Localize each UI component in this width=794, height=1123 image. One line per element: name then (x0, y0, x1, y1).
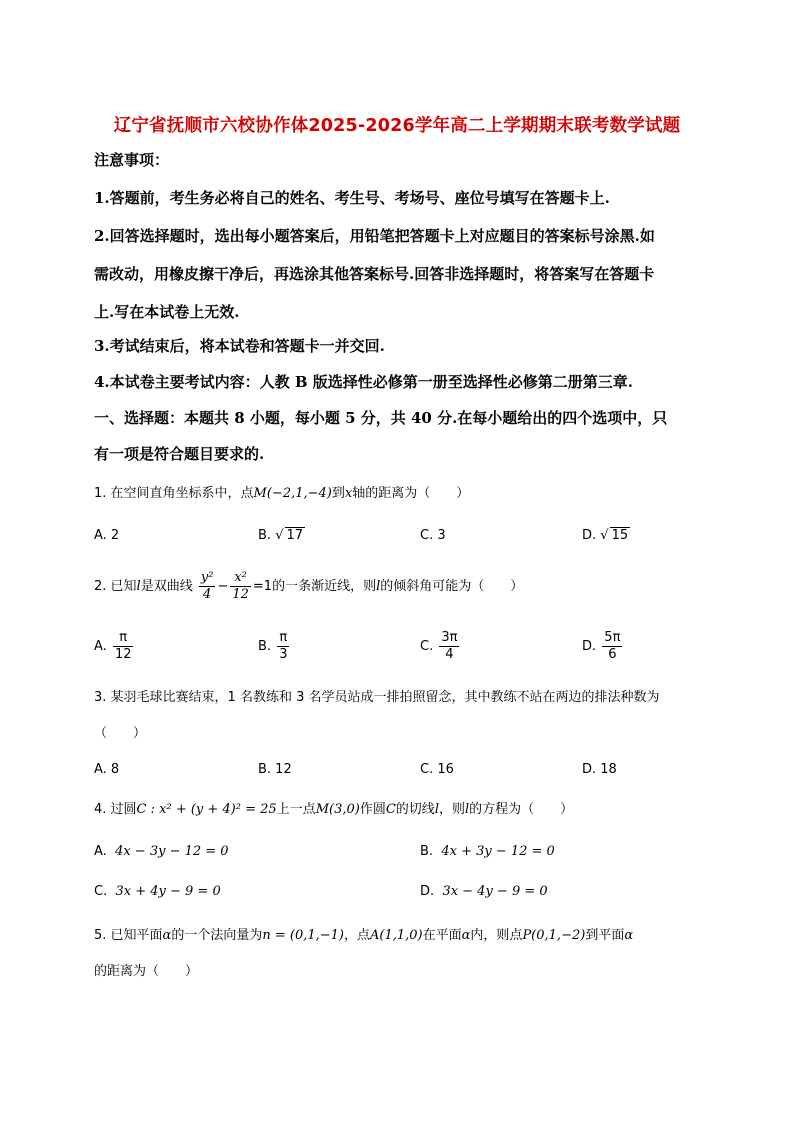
question-5-stem: 5. 已知平面α的一个法向量为n = (0,1,−1)，点A(1,1,0)在平面α内，则点P(0,1,−2)到平面α (94, 928, 634, 943)
q3-option-d: D. 18 (582, 762, 617, 777)
q4-option-a: A. 4x − 3y − 12 = 0 (94, 844, 229, 859)
q1-text-c: 轴的距离为（ ） (352, 486, 470, 501)
q1-text-a: 1. 在空间直角坐标系中，点 (94, 486, 254, 501)
q2-option-a: A. $\frac{\pi}{12}$ (94, 630, 132, 662)
q4-option-c: C. 3x + 4y − 9 = 0 (94, 884, 221, 899)
q1-option-c: C. 3 (420, 528, 446, 543)
q4-option-d: D. 3x − 4y − 9 = 0 (420, 884, 548, 899)
q3-option-b: B. 12 (258, 762, 292, 777)
q4-option-b: B. 4x + 3y − 12 = 0 (420, 844, 555, 859)
q2-option-b: B. $\frac{\pi}{3}$ (258, 630, 288, 662)
question-5-stem-cont: 的距离为（ ） (94, 964, 199, 979)
question-3-stem: 3. 某羽毛球比赛结束，1 名教练和 3 名学员站成一排拍照留念，其中教练不站在两边的排法种数为 (94, 690, 660, 705)
q2-fraction-2: $\frac{\text{x²}}{12}$ (232, 570, 249, 602)
q1-option-a: A. 2 (94, 528, 120, 543)
notice-item-2: 2.回答选择题时，选出每小题答案后，用铅笔把答题卡上对应题目的答案标号涂黑.如 (94, 227, 655, 245)
question-3-paren: （ ） (94, 726, 147, 741)
q1-text-b: 到 (331, 486, 345, 501)
q1-option-b: B. √ 17 (258, 528, 304, 543)
section-heading: 一、选择题：本题共 8 小题，每小题 5 分，共 40 分.在每小题给出的四个选项中，只 (94, 409, 668, 427)
q2-option-c: C. $\frac{3\pi}{4}$ (420, 630, 458, 662)
q1-option-d: D. √ 15 (582, 528, 629, 543)
question-2-stem: 2. 已知l是双曲线 $\frac{\text{y²}}{4}$ − $\frac{\text{x²}}{12}$ =1的一条渐近线，则l的倾斜角可能为（ ） (94, 570, 524, 602)
section-heading-cont: 有一项是符合题目要求的. (94, 445, 265, 463)
q3-option-a: A. 8 (94, 762, 120, 777)
notice-item-1: 1.答题前，考生务必将自己的姓名、考生号、考场号、座位号填写在答题卡上. (94, 189, 610, 207)
question-1-stem (94, 484, 469, 504)
notice-heading: 注意事项： (94, 151, 170, 169)
notice-item-2-cont: 需改动，用橡皮擦干净后，再选涂其他答案标号.回答非选择题时，将答案写在答题卡 (94, 265, 655, 283)
exam-title: 辽宁省抚顺市六校协作体2025-2026学年高二上学期期末联考数学试题 (113, 116, 681, 136)
notice-item-3: 3.考试结束后，将本试卷和答题卡一并交回. (94, 337, 385, 355)
q2-fraction-1: $\frac{\text{y²}}{4}$ (200, 570, 214, 602)
question-4-stem: 4. 过圆C : x² + (y + 4)² = 25上一点M(3,0)作圆C的切线l，则l的方程为（ ） (94, 802, 574, 817)
notice-item-2-cont2: 上.写在本试卷上无效. (94, 303, 240, 321)
notice-item-4: 4.本试卷主要考试内容：人教 B 版选择性必修第一册至选择性必修第二册第三章. (94, 373, 634, 391)
q1-axis: x (344, 486, 353, 501)
q3-option-c: C. 16 (420, 762, 454, 777)
q1-point: M(−2,1,−4) (253, 486, 332, 501)
q2-option-d: D. $\frac{5\pi}{6}$ (582, 630, 621, 662)
